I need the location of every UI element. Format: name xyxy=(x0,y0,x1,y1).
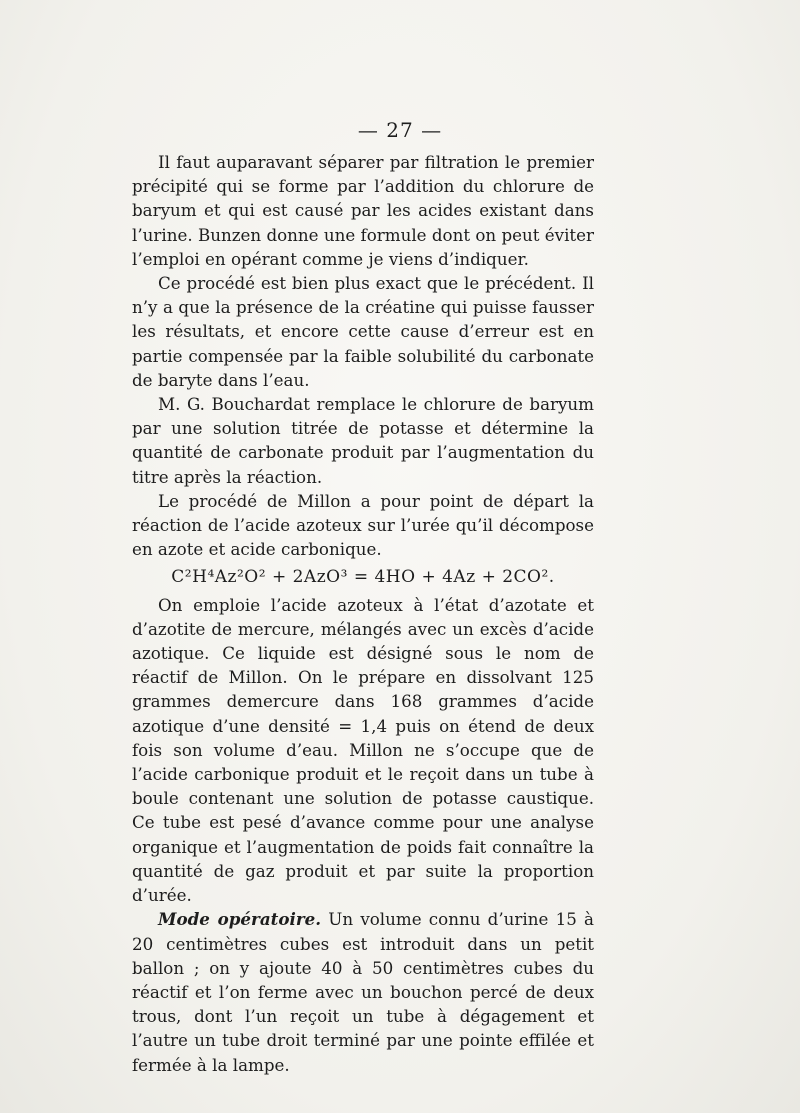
paragraph: Le procédé de Millon a pour point de départ la réaction de l’acide azoteux sur l’urée qu’il décompose en azote et acide carbonique. xyxy=(132,490,594,560)
section-lead: Mode opératoire. xyxy=(158,909,322,930)
paragraph-text: Un volume connu d’urine 15 à 20 centimètres cubes est introduit dans un petit ballon ; on y ajoute 40 à 50 centimètres cubes du réactif et l’on ferme avec un bouchon percé de deux trous, dont l’un reçoit un tube à dégagement et l’autre un tube droit terminé par une pointe effilée et fermée à la lampe. xyxy=(132,909,594,1075)
formula-left: C²H⁴Az²O² + 2AzO³ xyxy=(171,567,348,588)
formula-arrow: = xyxy=(353,567,369,588)
formula-right: 4HO + 4Az + 2CO². xyxy=(374,567,555,588)
paragraph-mode-operatoire xyxy=(132,907,594,1076)
body-text xyxy=(132,150,594,1077)
paragraph: On emploie l’acide azoteux à l’état d’azotate et d’azotite de mercure, mélangés avec un excès d’acide azotique. Ce liquide est désigné sous le nom de réactif de Millon. On le prépare en dissolvant 125 grammes demercure dans 168 grammes d’acide azotique d’une densité = 1,4 puis on étend de deux fois son volume d’eau. Millon ne s’occupe que de l’acide carbonique produit et le reçoit dans un tube à boule contenant une solution de potasse caustique. Ce tube est pesé d’avance comme pour une analyse organique et l’augmentation de poids fait connaître la quantité de gaz produit et par suite la proportion d’urée. xyxy=(132,594,594,906)
page-number: — 27 — xyxy=(357,118,443,142)
paragraph: Il faut auparavant séparer par filtration le premier précipité qui se forme par l’addition du chlorure de baryum et qui est causé par les acides existant dans l’urine. Bunzen donne une formule dont on peut éviter l’emploi en opérant comme je viens d’indiquer. xyxy=(132,152,594,269)
chemical-formula xyxy=(132,565,594,589)
paragraph: Ce procédé est bien plus exact que le précédent. Il n’y a que la présence de la créatine qui puisse fausser les résultats, et encore cette cause d’erreur est en partie compensée par la faible solubilité du carbonate de baryte dans l’eau. xyxy=(132,273,594,390)
paragraph: M. G. Bouchardat remplace le chlorure de baryum par une solution titrée de potasse et détermine la quantité de carbonate produit par l’augmentation du titre après la réaction. xyxy=(132,394,594,487)
